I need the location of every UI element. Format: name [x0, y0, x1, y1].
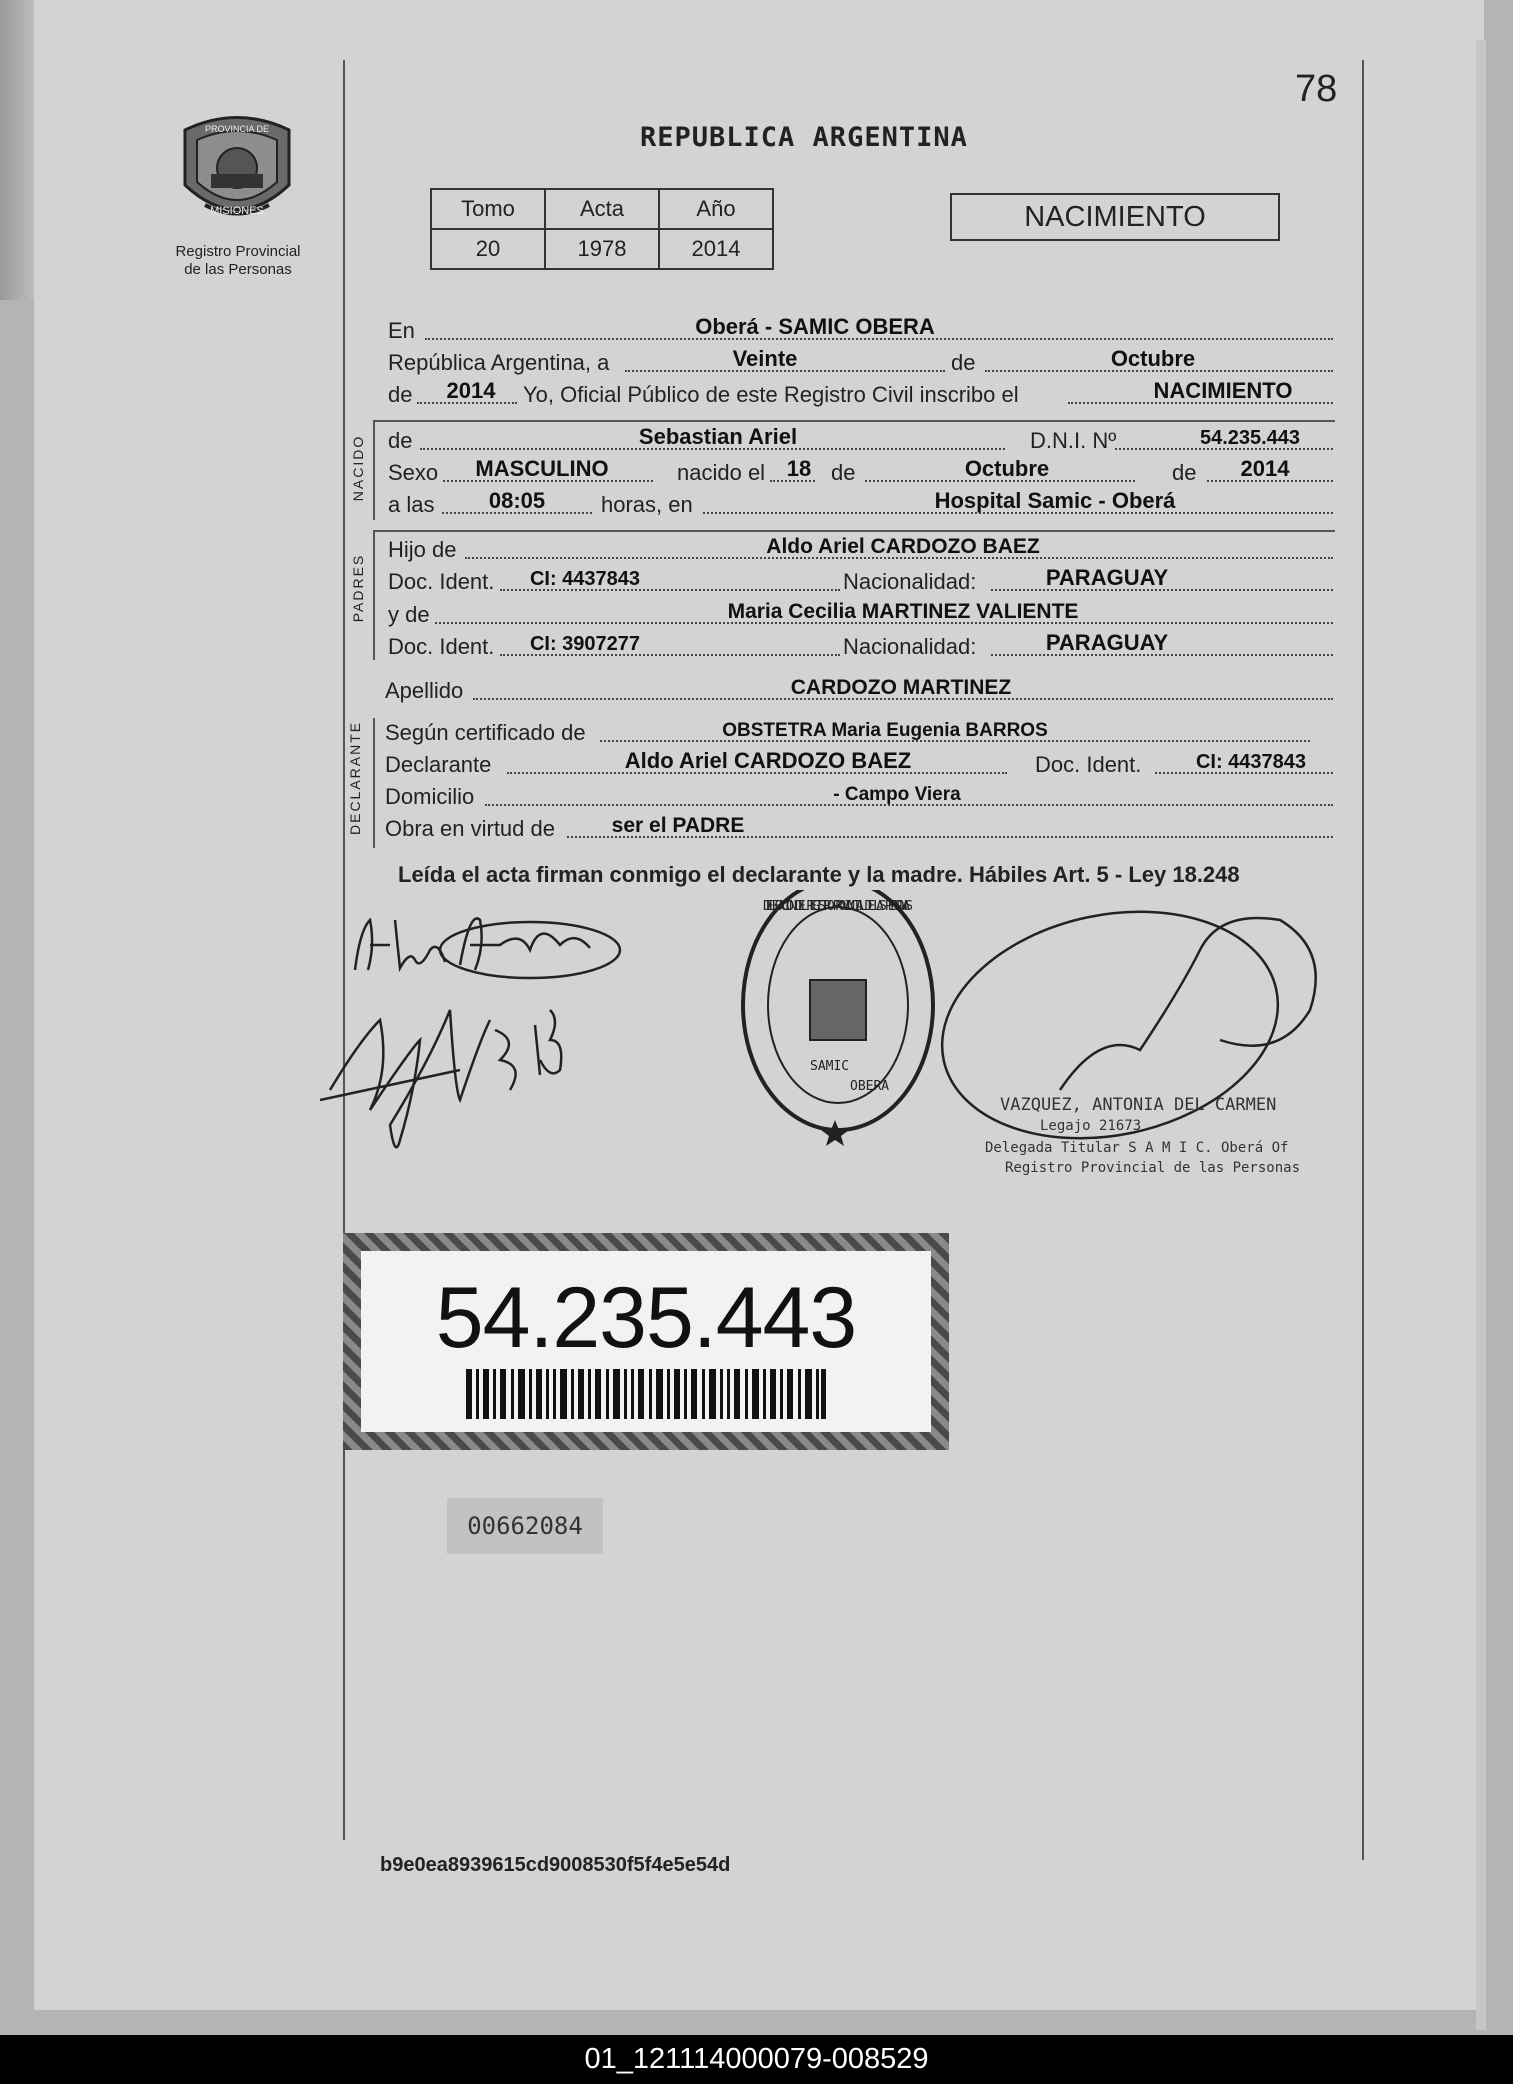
section-separator [375, 420, 1335, 422]
section-bar [373, 420, 375, 520]
serial-number: 00662084 [447, 1498, 603, 1554]
logo-caption [158, 243, 318, 279]
sexo-label: Sexo [388, 460, 439, 485]
nacionalidad-label: Nacionalidad: [843, 634, 977, 659]
section-separator [375, 530, 1335, 532]
acta-header: Acta [545, 189, 659, 229]
dni-label [343, 1233, 949, 1450]
dni-value: 54.235.443 [1199, 427, 1301, 449]
en-label: En [388, 318, 415, 343]
de-label: de [831, 460, 856, 485]
stamp-ring-text: DELEGACION DEL REGISTRO PROVINCIAL DE LAS PERSONAS [762, 899, 914, 914]
file-id-bar: 01_121114000079-008529 [0, 2035, 1513, 2084]
declarante-value: Aldo Ariel CARDOZO BAEZ [624, 748, 912, 773]
line-madre-doc [385, 632, 1333, 662]
official-legajo: Legajo 21673 [1040, 1118, 1142, 1134]
decl-doc-label: Doc. Ident. [1035, 752, 1142, 777]
line-hora [385, 490, 1333, 520]
domicilio-value: - Campo Viera [833, 784, 961, 805]
doc-ident-label: Doc. Ident. [388, 634, 495, 659]
madre-value: Maria Cecilia MARTINEZ VALIENTE [727, 600, 1079, 623]
nacionalidad-label: Nacionalidad: [843, 569, 977, 594]
nombre-value: Sebastian Ariel [638, 424, 798, 449]
declarante-label: Declarante [385, 752, 492, 777]
yo-text: Yo, Oficial Público de este Registro Civil inscribo el [523, 382, 1019, 407]
nacimiento-mes: Octubre [964, 456, 1050, 481]
official-stamp [743, 890, 933, 1146]
doc-ident-label: Doc. Ident. [388, 569, 495, 594]
official-role: Delegada Titular S A M I C. Oberá Of [985, 1140, 1289, 1156]
page-number: 78 [1295, 68, 1338, 110]
side-label-declarante: DECLARANTE [347, 720, 363, 835]
emblem-bottom-text: MISIONES [210, 205, 264, 217]
declarant-signature [355, 918, 620, 978]
acta-value: 1978 [545, 229, 659, 269]
tomo-header: Tomo [431, 189, 545, 229]
side-label-nacido: NACIDO [350, 434, 366, 502]
act-type-box: NACIMIENTO [950, 193, 1280, 241]
country-title: REPUBLICA ARGENTINA [640, 122, 968, 153]
scan-shadow [0, 0, 34, 300]
anio-header: Año [659, 189, 773, 229]
nacimiento-dia: 18 [786, 456, 812, 481]
section-bar [373, 718, 375, 848]
signatures-area [320, 890, 1400, 1190]
dia-value: Veinte [732, 346, 798, 371]
obra-label: Obra en virtud de [385, 816, 555, 841]
misiones-emblem-icon [175, 110, 299, 234]
hijo-label: Hijo de [388, 537, 457, 562]
republica-label: República Argentina, a [388, 350, 610, 375]
apellido-value: CARDOZO MARTINEZ [790, 676, 1012, 699]
de-label: de [388, 382, 413, 407]
registry-table [430, 188, 774, 270]
logo-caption-line2: de las Personas [184, 261, 292, 278]
side-label-padres: PADRES [350, 553, 366, 623]
barcode-icon [466, 1369, 826, 1419]
line-en [385, 316, 1333, 346]
line-declarante [385, 750, 1333, 780]
obra-value: ser el PADRE [611, 814, 745, 837]
line-padre [385, 535, 1333, 565]
y-de-label: y de [388, 602, 430, 627]
nacido-el-label: nacido el [677, 460, 766, 485]
madre-nacionalidad: PARAGUAY [1045, 630, 1169, 655]
line-sexo [385, 458, 1333, 488]
line-certificado [385, 718, 1333, 748]
official-registry: Registro Provincial de las Personas [1005, 1160, 1301, 1176]
en-value: Oberá - SAMIC OBERA [695, 314, 935, 339]
tomo-value: 20 [431, 229, 545, 269]
stamp-inner-top: SAMIC [810, 1059, 850, 1074]
hash-code: b9e0ea8939615cd9008530f5f4e5e54d [380, 1854, 731, 1876]
emblem-top-text: PROVINCIA DE [204, 124, 270, 134]
padre-doc-value: CI: 4437843 [529, 568, 641, 590]
mes-value: Octubre [1110, 346, 1196, 371]
dni-label-inner [361, 1251, 931, 1432]
madre-doc-value: CI: 3907277 [529, 633, 641, 655]
page-edge [1476, 40, 1486, 2030]
line-padre-doc [385, 567, 1333, 597]
de-label: de [1172, 460, 1197, 485]
line-republica [385, 348, 1333, 378]
padre-value: Aldo Ariel CARDOZO BAEZ [766, 535, 1040, 558]
lugar-value: Hospital Samic - Oberá [934, 488, 1176, 513]
line-domicilio [385, 782, 1333, 812]
closing-text: Leída el acta firman conmigo el declarante y la madre. Hábiles Art. 5 - Ley 18.248 [398, 862, 1240, 887]
dni-label: D.N.I. Nº [1030, 428, 1117, 453]
dni-label-number: 54.235.443 [435, 1270, 857, 1366]
segun-label: Según certificado de [385, 720, 586, 745]
stamp-inner-bottom: OBERA [850, 1079, 890, 1094]
de-label: de [951, 350, 976, 375]
hora-value: 08:05 [488, 488, 546, 513]
section-bar [373, 530, 375, 660]
line-obra [385, 814, 1333, 844]
sexo-value: MASCULINO [475, 456, 609, 481]
official-stamp-text [985, 1095, 1300, 1176]
a-las-label: a las [388, 492, 435, 517]
anio-value: 2014 [659, 229, 773, 269]
certificado-value: OBSTETRA Maria Eugenia BARROS [722, 720, 1048, 741]
line-apellido [385, 676, 1333, 706]
line-madre [385, 600, 1333, 630]
apellido-label: Apellido [385, 678, 464, 703]
line-inscribo [385, 380, 1333, 410]
domicilio-label: Domicilio [385, 784, 475, 809]
official-name: VAZQUEZ, ANTONIA DEL CARMEN [1000, 1095, 1277, 1115]
horas-en-label: horas, en [601, 492, 693, 517]
line-nombre [385, 426, 1333, 456]
mother-signature [320, 1010, 561, 1147]
declarante-doc-value: CI: 4437843 [1195, 751, 1307, 773]
padre-nacionalidad: PARAGUAY [1045, 565, 1169, 590]
de-label: de [388, 428, 413, 453]
inscribo-value: NACIMIENTO [1153, 378, 1293, 403]
anio-inscripcion: 2014 [446, 378, 496, 403]
logo-caption-line1: Registro Provincial [175, 243, 301, 260]
nacimiento-anio: 2014 [1240, 456, 1290, 481]
